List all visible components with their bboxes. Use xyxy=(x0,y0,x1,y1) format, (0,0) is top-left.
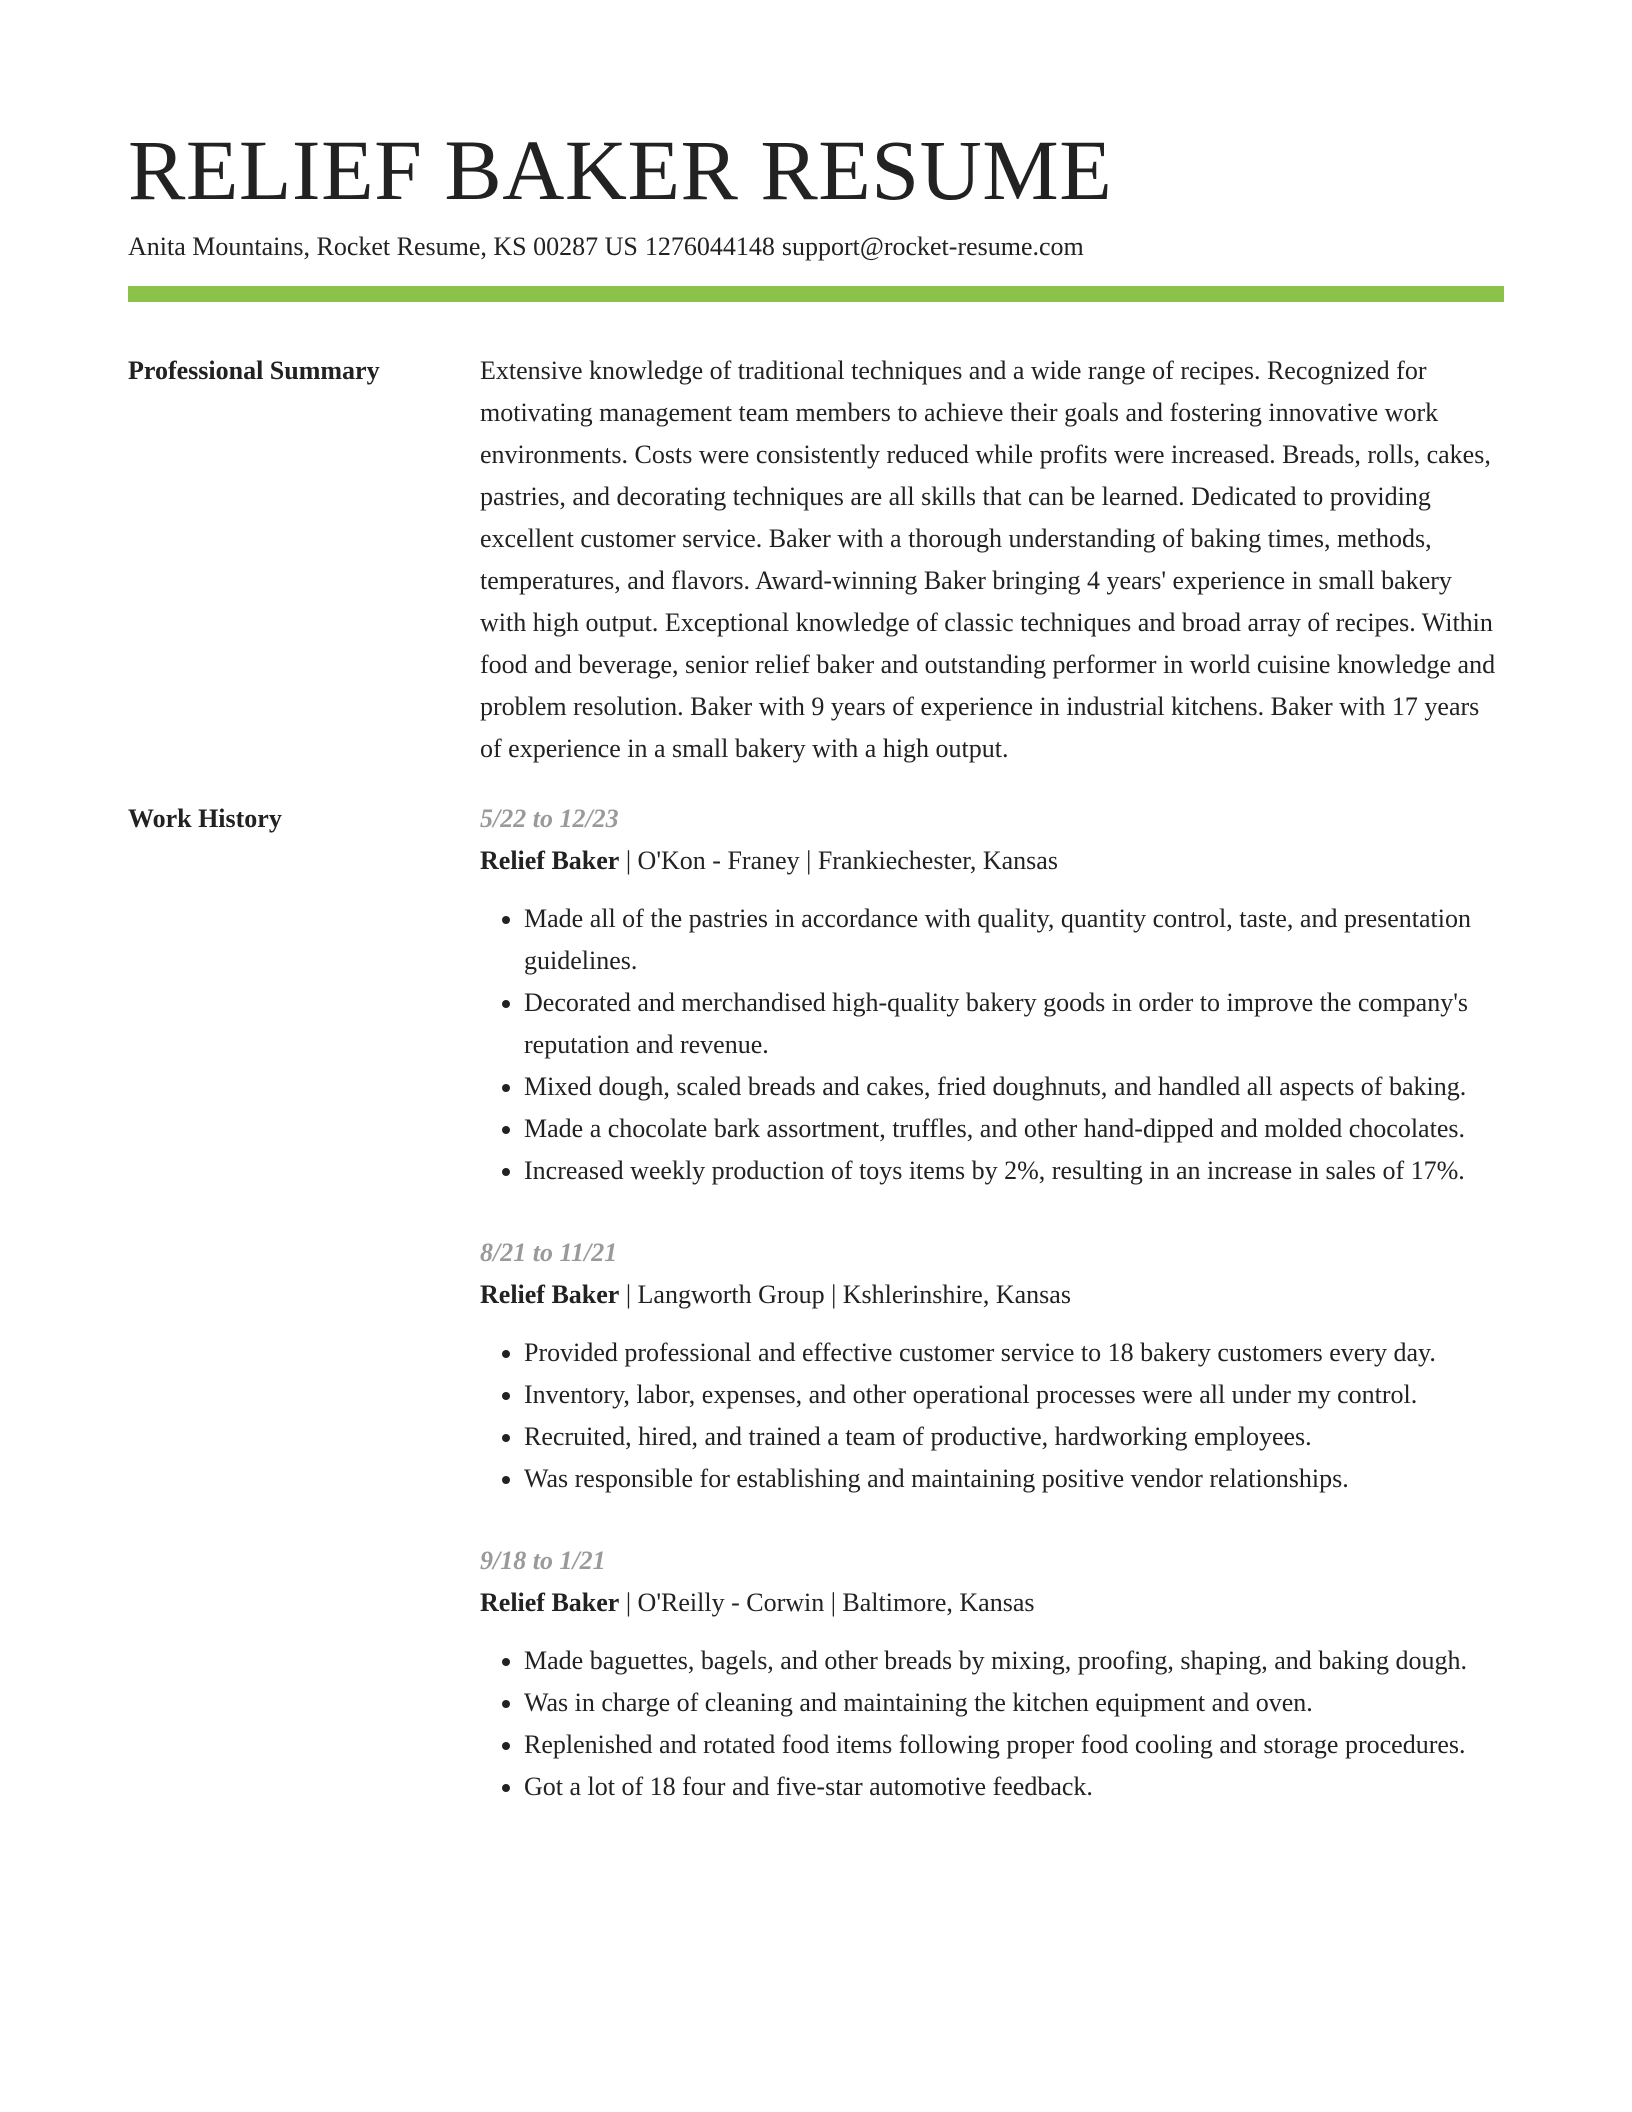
job-entry xyxy=(480,798,1504,1192)
job-bullet: • Made baguettes, bagels, and other breads by mixing, proofing, shaping, and baking dough. xyxy=(524,1640,1504,1682)
job-dates: 9/18 to 1/21 xyxy=(480,1546,606,1575)
job-header xyxy=(480,1582,1504,1624)
job-bullet: • Inventory, labor, expenses, and other operational processes were all under my control. xyxy=(524,1374,1504,1416)
job-bullet: • Decorated and merchandised high-quality bakery goods in order to improve the company's reputation and revenue. xyxy=(524,982,1504,1066)
job-title: Relief Baker xyxy=(480,846,620,875)
job-dates: 8/21 to 11/21 xyxy=(480,1238,618,1267)
job-bullet: • Mixed dough, scaled breads and cakes, fried doughnuts, and handled all aspects of baking. xyxy=(524,1066,1504,1108)
job-header xyxy=(480,1274,1504,1316)
job-bullets xyxy=(480,1640,1504,1808)
job-entry xyxy=(480,1540,1504,1808)
job-bullet: • Increased weekly production of toys items by 2%, resulting in an increase in sales of 17%. xyxy=(524,1150,1504,1192)
resume-title: RELIEF BAKER RESUME xyxy=(128,122,1113,218)
contact-phone: 1276044148 xyxy=(644,232,775,261)
summary-section xyxy=(128,350,1504,770)
job-details: | O'Reilly - Corwin | Baltimore, Kansas xyxy=(619,1588,1035,1617)
job-bullet: • Was responsible for establishing and maintaining positive vendor relationships. xyxy=(524,1458,1504,1500)
job-bullet: • Was in charge of cleaning and maintaining the kitchen equipment and oven. xyxy=(524,1682,1504,1724)
job-bullets xyxy=(480,1332,1504,1500)
job-header xyxy=(480,840,1504,882)
summary-body xyxy=(480,350,1504,770)
contact-address: Anita Mountains, Rocket Resume, KS 00287 US xyxy=(128,232,638,261)
job-dates: 5/22 to 12/23 xyxy=(480,804,619,833)
job-details: | O'Kon - Franey | Frankiechester, Kansas xyxy=(619,846,1058,875)
job-bullet: • Made a chocolate bark assortment, truffles, and other hand-dipped and molded chocolates. xyxy=(524,1108,1504,1150)
job-title: Relief Baker xyxy=(480,1280,620,1309)
contact-email: support@rocket-resume.com xyxy=(781,232,1084,261)
job-bullets xyxy=(480,898,1504,1192)
job-entry xyxy=(480,1232,1504,1500)
job-bullet: • Made all of the pastries in accordance with quality, quantity control, taste, and presentation guidelines. xyxy=(524,898,1504,982)
job-bullet: • Got a lot of 18 four and five-star automotive feedback. xyxy=(524,1766,1504,1808)
summary-text: Extensive knowledge of traditional techniques and a wide range of recipes. Recognized for motivating management team members to achieve their goals and fostering innovative work environments. Costs were consistently reduced while profits were increased. Breads, rolls, cakes, pastries, and decorating techniques are all skills that can be learned. Dedicated to providing excellent customer service. Baker with a thorough understanding of baking times, methods, temperatures, and flavors. Award-winning Baker bringing 4 years' experience in small bakery with high output. Exceptional knowledge of classic techniques and broad array of recipes. Within food and beverage, senior relief baker and outstanding performer in world cuisine knowledge and problem resolution. Baker with 9 years of experience in industrial kitchens. Baker with 17 years of experience in a small bakery with a high output. xyxy=(480,356,1496,763)
job-details: | Langworth Group | Kshlerinshire, Kansas xyxy=(619,1280,1071,1309)
work-history-section xyxy=(128,798,1504,1808)
contact-line xyxy=(128,230,1084,264)
job-bullet: • Replenished and rotated food items following proper food cooling and storage procedures. xyxy=(524,1724,1504,1766)
summary-heading: Professional Summary xyxy=(128,356,380,385)
work-history-body xyxy=(480,798,1504,1808)
resume-sections xyxy=(128,350,1504,1836)
work-history-heading: Work History xyxy=(128,804,282,833)
job-bullet: • Provided professional and effective customer service to 18 bakery customers every day. xyxy=(524,1332,1504,1374)
job-bullet: • Recruited, hired, and trained a team of productive, hardworking employees. xyxy=(524,1416,1504,1458)
header-divider xyxy=(128,286,1504,302)
job-title: Relief Baker xyxy=(480,1588,620,1617)
